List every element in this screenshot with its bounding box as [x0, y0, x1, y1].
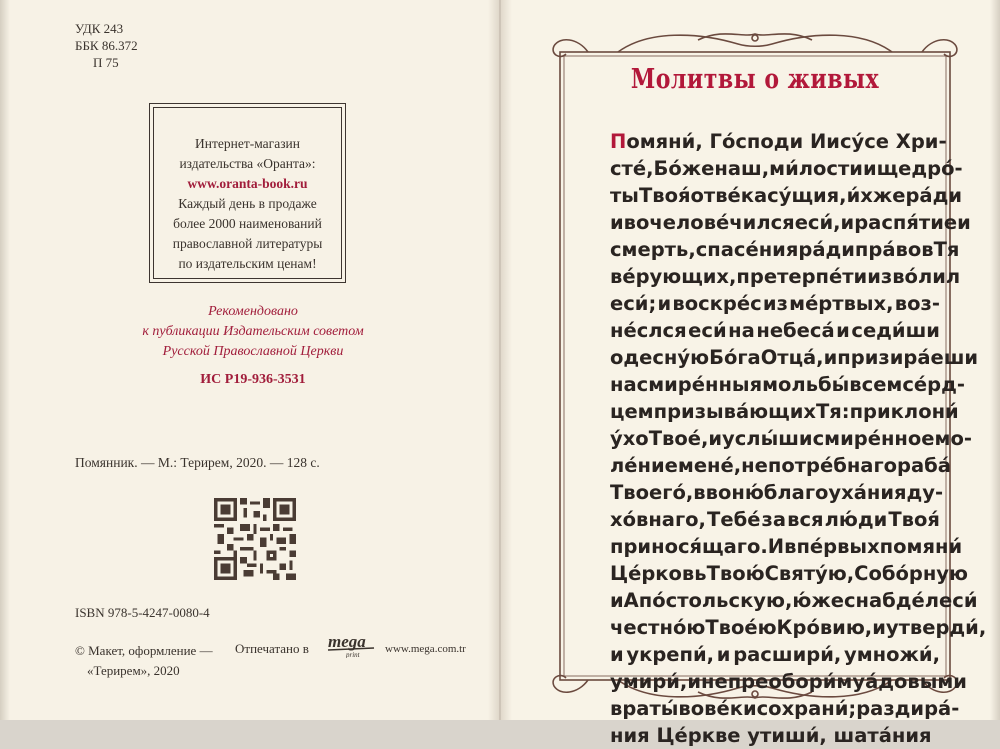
prayer-line: и вочелове́чился еси́, и распя́тие и [610, 211, 971, 234]
shop-line: по издательским ценам! [178, 256, 317, 271]
prayer-heading: Молитвы о живых [630, 62, 880, 96]
shop-line: православной литературы [172, 236, 323, 251]
prayer-line: не́слся еси́ на небеса́ и седи́ши [610, 319, 940, 342]
left-edge-shadow [0, 0, 10, 720]
prayer-line-text: омяни́, Го́споди Иису́се Хри- [626, 130, 947, 153]
recommendation-line: Русской Православной Церкви [162, 344, 344, 359]
prayer-line: Це́рковь Твою́ Святу́ю, Собо́рную [610, 562, 968, 585]
bbk-code: ББК 86.372 [75, 38, 138, 53]
prayer-line: честно́ю Твое́ю Кро́вию, и утверди́, [610, 616, 987, 639]
right-edge-shadow [990, 0, 1000, 720]
shop-line: Каждый день в продаже [178, 196, 317, 211]
shop-line: более 2000 наименований [173, 216, 322, 231]
prayer-line: ве́рующих, претерпе́ти изво́лил [610, 265, 961, 288]
udk-code: УДК 243 [75, 21, 124, 36]
prayer-line: умири́, и непреобори́му а́довыми [610, 670, 967, 693]
prayer-line: ты Твоя́ от ве́ка су́щия, и́хже ра́ди [610, 184, 962, 207]
printed-at: Отпечатано в [235, 641, 309, 656]
copyright-line: «Терирем», 2020 [87, 663, 180, 678]
prayer-line: сте́, Бо́же наш, ми́лости и щедро́- [610, 157, 963, 180]
prayer-line: у́хо Твое́, и услы́ши смире́нное мо- [610, 427, 972, 450]
recommendation-code: ИС Р19-936-3531 [200, 372, 306, 387]
prayer-line: еси́; и воскре́с из ме́ртвых, воз- [610, 292, 940, 315]
printer-site: www.mega.com.tr [385, 643, 466, 655]
shop-line: Интернет-магазин [195, 136, 300, 151]
recommendation-note [78, 302, 428, 390]
recommendation-line: к публикации Издательским советом [142, 324, 364, 339]
author-mark: П 75 [93, 55, 119, 70]
isbn: ISBN 978-5-4247-0080-4 [75, 605, 210, 620]
classification-codes [75, 20, 175, 71]
prayer-line: ния Це́ркве утиши́, шата́ния [610, 724, 932, 747]
prayer-line: смерть, спасе́ния ра́ди пра́во в Тя [610, 238, 960, 261]
prayer-line: хо́внаго, Тебе́ за вся лю́ди Твоя́ [610, 508, 940, 531]
prayer-line: Твоего́, в воню́ благоуха́ния ду- [610, 481, 944, 504]
prayer-line: принося́щаго. И в пе́рвых помяни́ [610, 535, 963, 558]
book-gutter [488, 0, 512, 720]
bibliographic-record: Помянник. — М.: Терирем, 2020. — 128 с. [75, 455, 320, 470]
logo-sub: print [346, 651, 360, 658]
shop-line: издательства «Оранта»: [179, 156, 316, 171]
recommendation-line: Рекомендовано [208, 304, 298, 319]
shop-url-link[interactable]: www.oranta-book.ru [187, 176, 308, 191]
logo-brand: mega [328, 632, 366, 651]
drop-letter: П [610, 130, 627, 153]
qr-code [214, 498, 296, 580]
prayer-line: ле́ние мене́, непотре́бнаго раба́ [610, 454, 951, 477]
prayer-line: одесну́ю Бо́га Отца́, и призира́еши [610, 346, 979, 369]
prayer-line: враты́ во ве́ки сохрани́; раздира́- [610, 697, 960, 720]
copyright-line: © Макет, оформление — [75, 643, 213, 658]
online-shop-box [149, 103, 346, 283]
prayer-line: цем призыва́ющих Тя: приклони́ [610, 400, 959, 423]
mega-print-logo [326, 632, 378, 658]
prayer-line: на смире́нныя мольбы́ всем се́рд- [610, 373, 965, 396]
left-page [0, 0, 500, 720]
prayer-text [610, 128, 987, 749]
prayer-line: и Апо́стольскую, ю́же снабде́л еси́ [610, 589, 978, 612]
copyright [75, 641, 235, 681]
prayer-line: и укрепи́, и расшири́, умножи́, [610, 643, 940, 666]
prayer-line [610, 128, 947, 155]
